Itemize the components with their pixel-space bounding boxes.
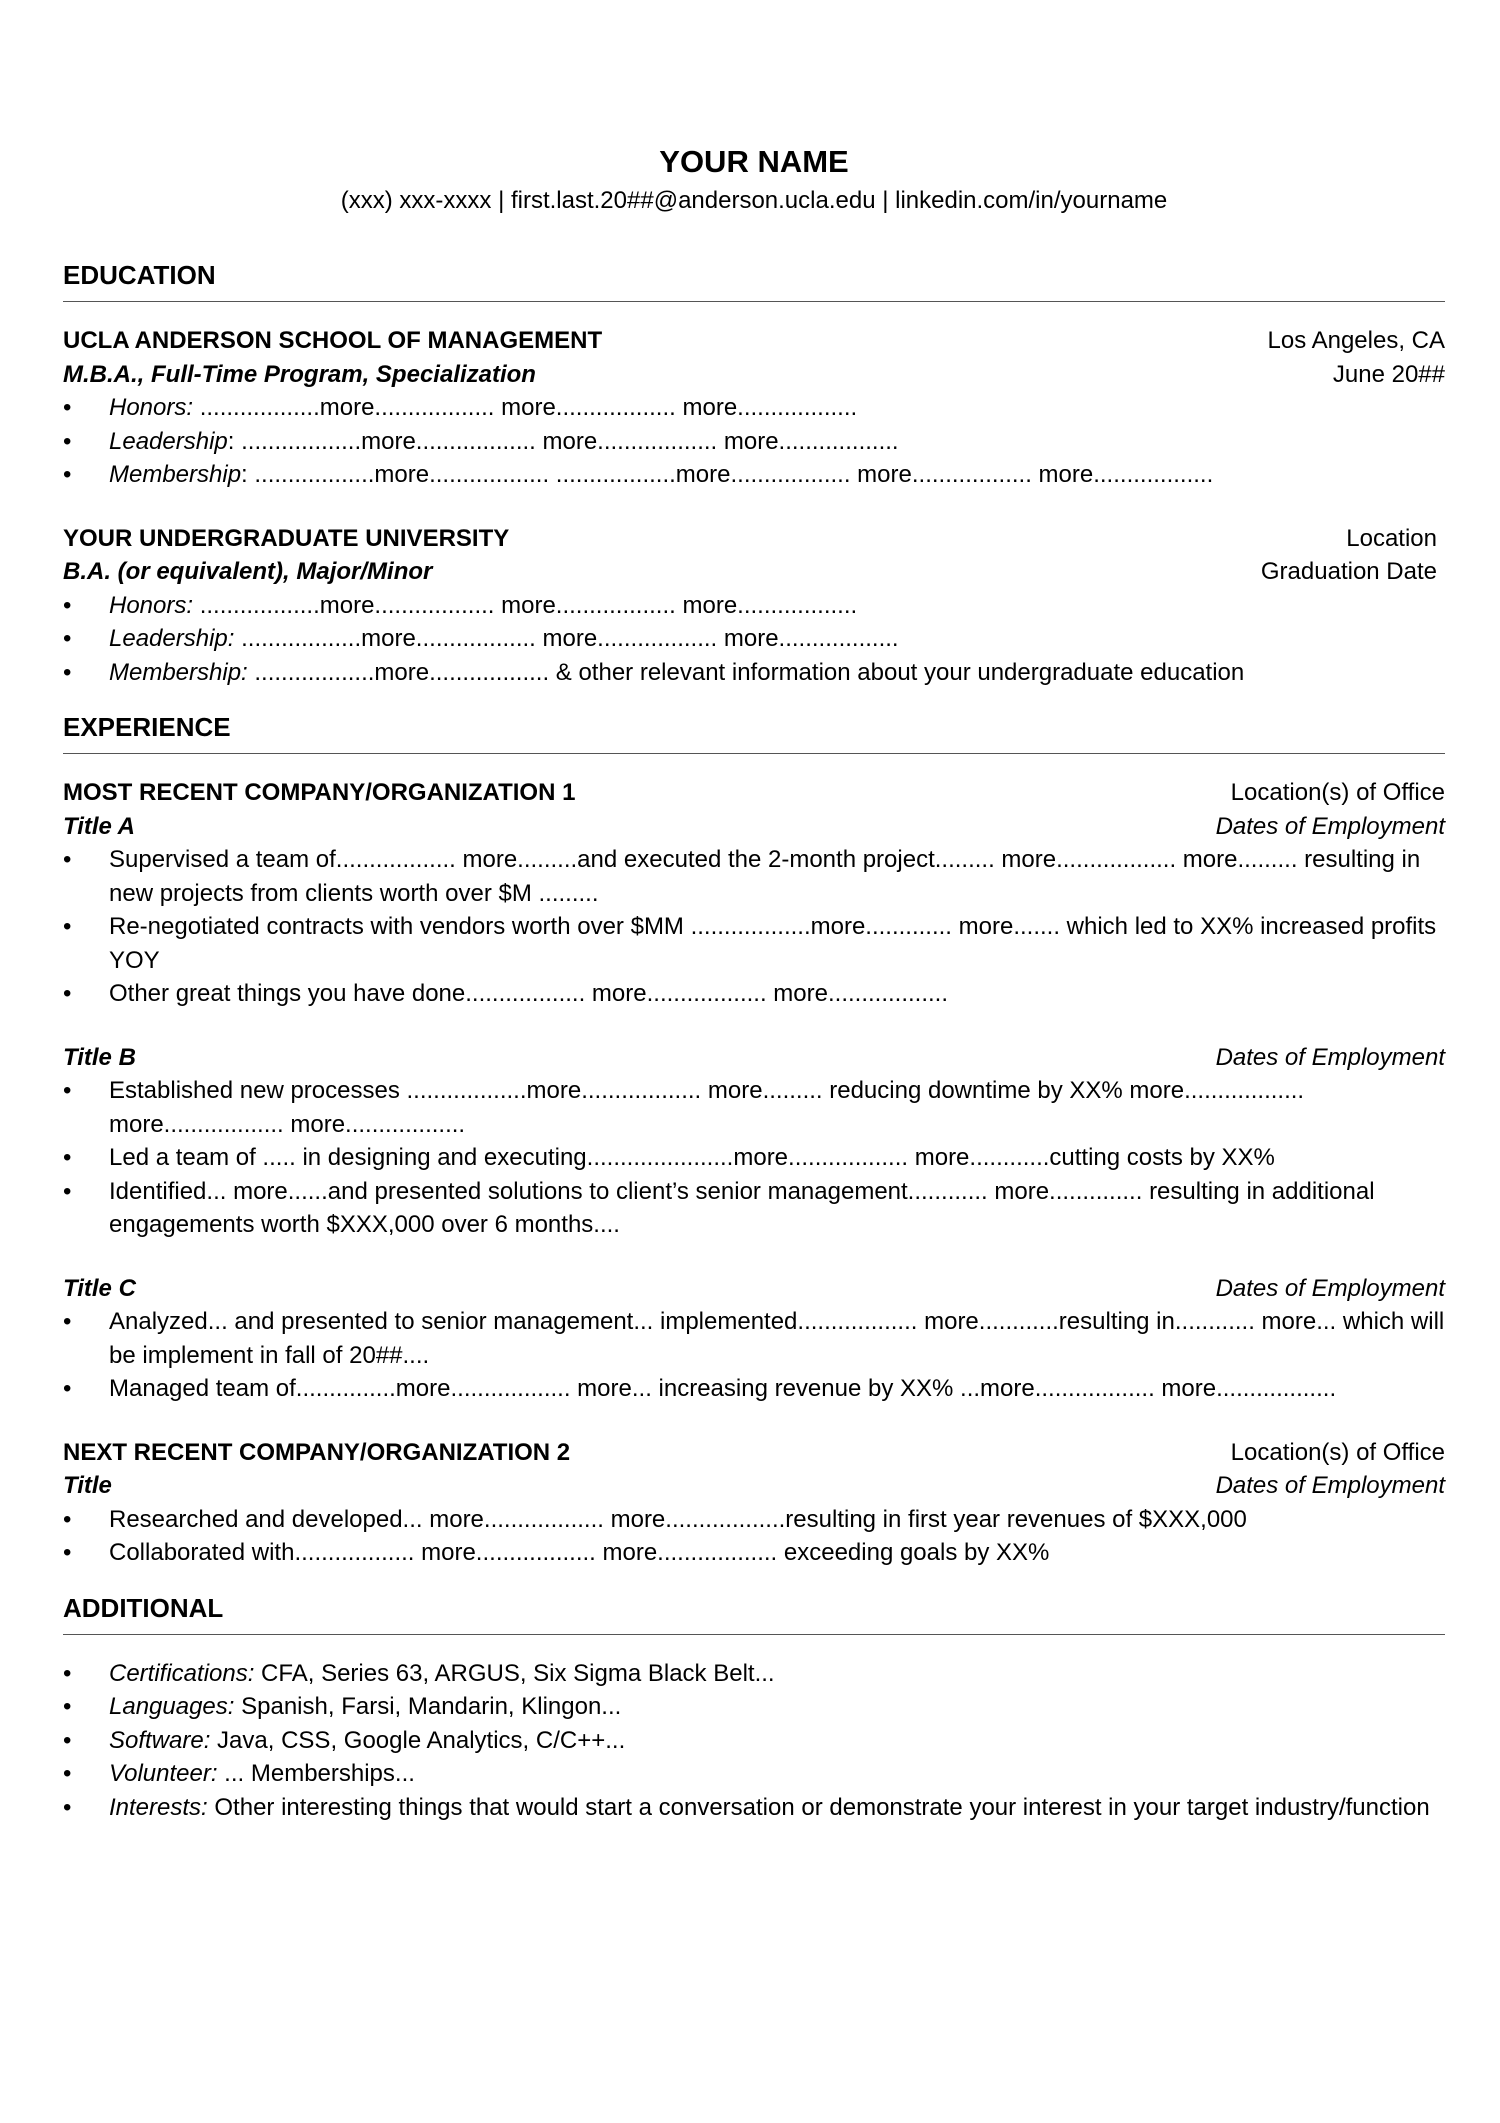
additional-section xyxy=(63,1590,1445,1825)
resume-header xyxy=(63,140,1445,217)
education-section xyxy=(63,257,1445,689)
list-item: • Collaborated with.................. more.................. more.................. exceeding goals by XX% xyxy=(63,1536,1445,1570)
contact-line: (xxx) xxx-xxxx | first.last.20##@anderson.ucla.edu | linkedin.com/in/yourname xyxy=(340,187,1168,214)
company-location: Location(s) of Office xyxy=(1230,1438,1445,1466)
school-name: UCLA ANDERSON SCHOOL OF MANAGEMENT xyxy=(63,327,603,354)
list-item: • Re-negotiated contracts with vendors worth over $MM ..................more............. more....... which led to XX% increased profits YOY xyxy=(63,910,1445,977)
list-item: • Leadership: ..................more.................. more.................. more.................. xyxy=(63,622,1445,656)
list-item: • Identified... more......and presented solutions to client’s senior management............ more.............. resulting in additional engagements worth $XXX,000 over 6 months.... xyxy=(63,1175,1445,1242)
list-item: • Supervised a team of.................. more.........and executed the 2-month project......... more.................. more......... resulting in new projects from clients worth over $M ......... xyxy=(63,843,1445,910)
list-item: • Established new processes ..................more.................. more......... reducing downtime by XX% more.................. more.................. more.................. xyxy=(63,1074,1445,1141)
bullet-list xyxy=(63,589,1445,690)
list-item: • Honors: ..................more.................. more.................. more.................. xyxy=(63,391,1445,425)
bullet-list xyxy=(63,1074,1445,1242)
graduation-date: Graduation Date xyxy=(1260,558,1437,585)
school-entry xyxy=(63,522,1445,690)
employment-dates: Dates of Employment xyxy=(1215,812,1445,840)
job-title: Title C xyxy=(63,1274,136,1302)
bullet-list xyxy=(63,1305,1445,1406)
list-item: • Interests: Other interesting things that would start a conversation or demonstrate your interest in your target industry/function xyxy=(63,1791,1445,1825)
school-location: Los Angeles, CA xyxy=(1267,327,1445,354)
employment-dates: Dates of Employment xyxy=(1215,1274,1445,1302)
degree: B.A. (or equivalent), Major/Minor xyxy=(63,558,433,585)
list-item: • Honors: ..................more.................. more.................. more.................. xyxy=(63,589,1445,623)
list-item: • Researched and developed... more.................. more..................resulting in first year revenues of $XXX,000 xyxy=(63,1503,1445,1537)
resume-page xyxy=(63,140,1445,1824)
bullet-list xyxy=(63,1657,1445,1825)
company-entry xyxy=(63,776,1445,1406)
job-title: Title B xyxy=(63,1043,136,1071)
candidate-name: YOUR NAME xyxy=(659,144,849,179)
school-location: Location xyxy=(1346,524,1437,552)
school-entry xyxy=(63,324,1445,492)
company-entry xyxy=(63,1436,1445,1570)
list-item: • Software: Java, CSS, Google Analytics, C/C++... xyxy=(63,1724,1445,1758)
bullet-list xyxy=(63,391,1445,492)
list-item: • Leadership: ..................more.................. more.................. more.................. xyxy=(63,425,1445,459)
section-title-education: EDUCATION xyxy=(63,257,1445,302)
list-item: • Other great things you have done.................. more.................. more.................. xyxy=(63,977,1445,1011)
list-item: • Volunteer: ... Memberships... xyxy=(63,1757,1445,1791)
school-name: YOUR UNDERGRADUATE UNIVERSITY xyxy=(63,524,510,552)
company-location: Location(s) of Office xyxy=(1230,779,1445,806)
degree: M.B.A., Full-Time Program, Specialization xyxy=(63,360,536,388)
employment-dates: Dates of Employment xyxy=(1215,1043,1445,1071)
list-item: • Membership: ..................more.................. ..................more.................. more.................. more.................. xyxy=(63,458,1445,492)
bullet-list xyxy=(63,1503,1445,1570)
graduation-date: June 20## xyxy=(1332,360,1445,388)
list-item: • Languages: Spanish, Farsi, Mandarin, Klingon... xyxy=(63,1690,1445,1724)
section-title-experience: EXPERIENCE xyxy=(63,709,1445,754)
job-title: Title xyxy=(63,1472,112,1499)
section-title-additional: ADDITIONAL xyxy=(63,1590,1445,1635)
bullet-list xyxy=(63,843,1445,1011)
list-item: • Managed team of...............more.................. more... increasing revenue by XX% ...more.................. more.................. xyxy=(63,1372,1445,1406)
employment-dates: Dates of Employment xyxy=(1215,1472,1445,1499)
company-name: MOST RECENT COMPANY/ORGANIZATION 1 xyxy=(63,779,576,806)
list-item: • Led a team of ..... in designing and executing......................more.................. more............cutting costs by XX% xyxy=(63,1141,1445,1175)
list-item: • Membership: ..................more.................. & other relevant information about your undergraduate education xyxy=(63,656,1445,690)
job-title: Title A xyxy=(63,812,136,840)
list-item: • Certifications: CFA, Series 63, ARGUS, Six Sigma Black Belt... xyxy=(63,1657,1445,1691)
company-name: NEXT RECENT COMPANY/ORGANIZATION 2 xyxy=(63,1438,571,1466)
experience-section xyxy=(63,709,1445,1570)
list-item: • Analyzed... and presented to senior management... implemented.................. more............resulting in............ more... which will be implement in fall of 20##.... xyxy=(63,1305,1445,1372)
